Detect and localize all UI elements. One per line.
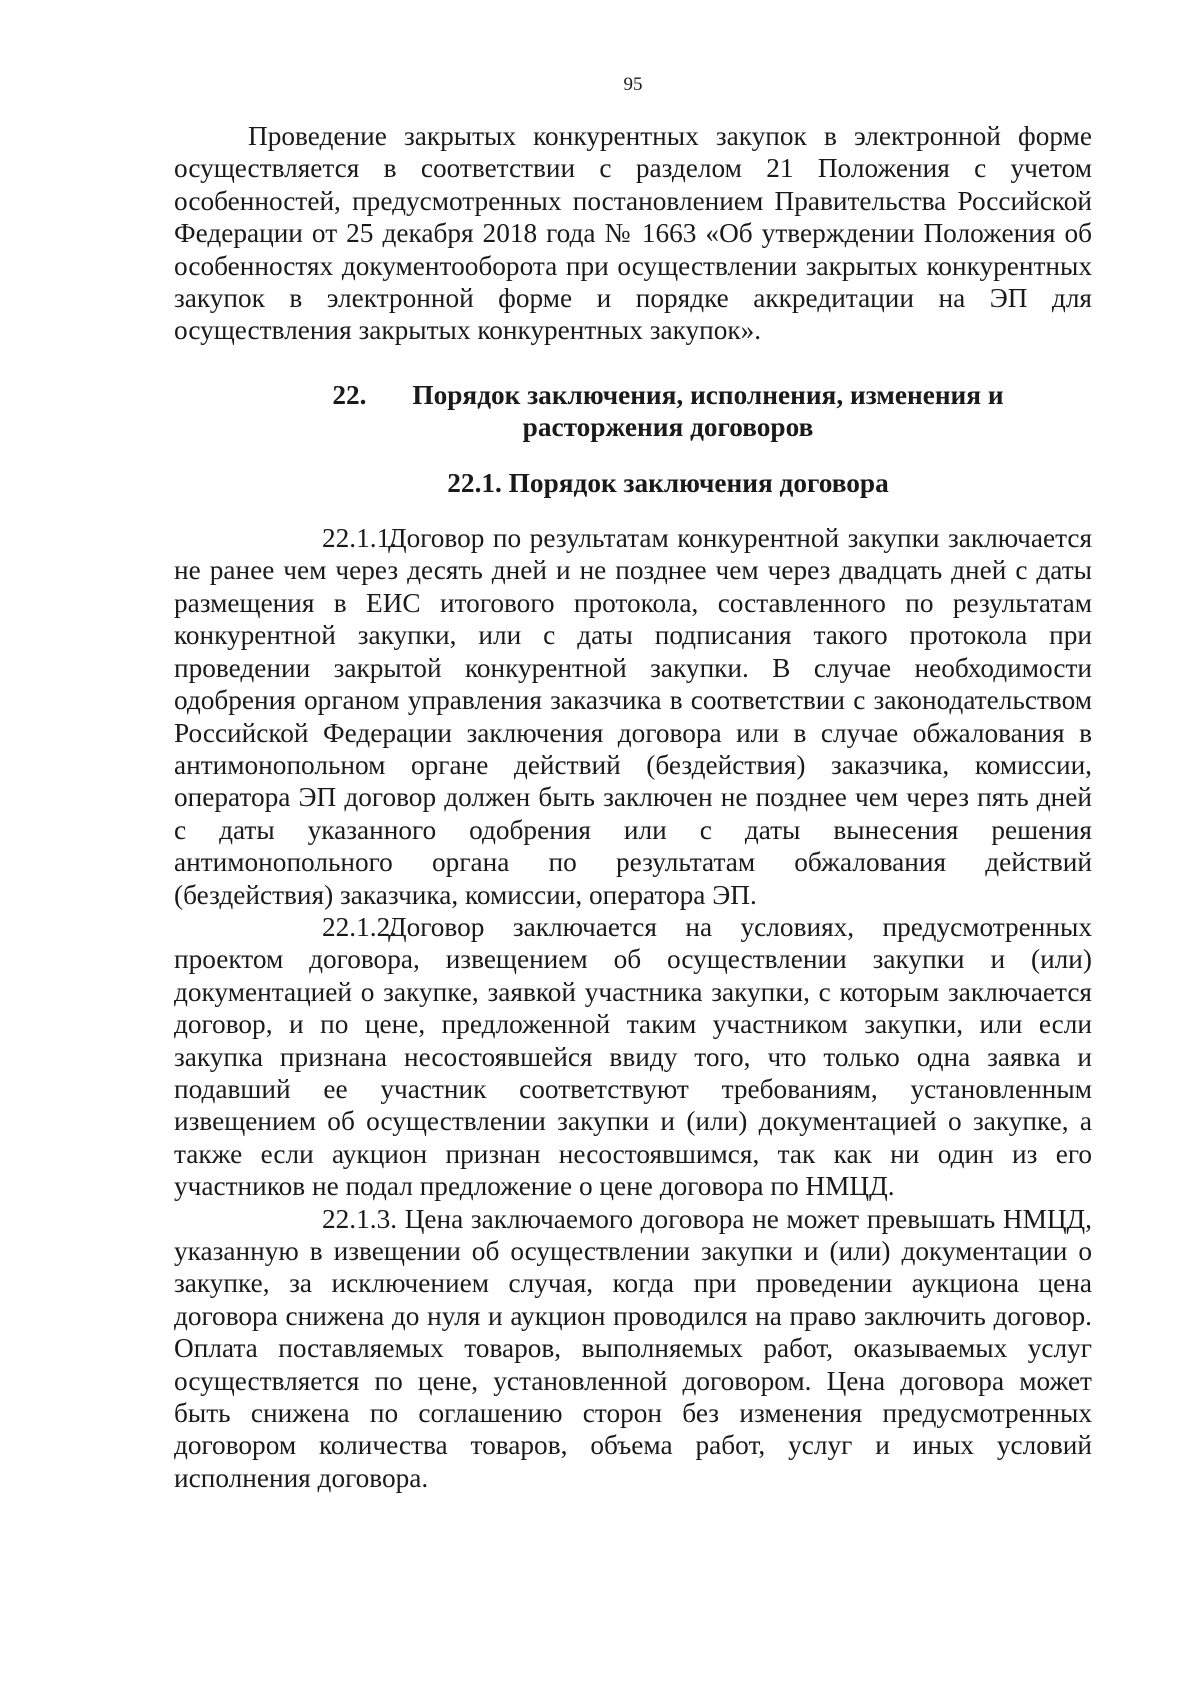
- document-body: [174, 120, 1092, 1494]
- clause-text: Договор по результатам конкурентной закупки заключается не ранее чем через десять дней и не позднее чем через двадцать дней с даты размещения в ЕИС итогового протокола, составленного по результатам конкурентной закупки, или с даты подписания такого протокола при проведении закрытой конкурентной закупки. В случае необходимости одобрения органом управления заказчика в соответствии с законодательством Российской Федерации заключения договора или в случае обжалования в антимонопольном органе действий (бездействия) заказчика, комиссии, оператора ЭП договор должен быть заключен не позднее чем через пять дней с даты указанного одобрения или с даты вынесения решения антимонопольного органа по результатам обжалования действий (бездействия) заказчика, комиссии, оператора ЭП.: [174, 523, 1092, 910]
- page-number: 95: [623, 74, 643, 95]
- section-number: 22.: [332, 379, 367, 410]
- clause-22-1-2: [174, 911, 1092, 1203]
- clause-text: Цена заключаемого договора не может превышать НМЦД, указанную в извещении об осуществлении закупки и (или) документации о закупке, за исключением случая, когда при проведении аукциона цена договора снижена до нуля и аукцион проводился на право заключить договор. Оплата поставляемых товаров, выполняемых работ, оказываемых услуг осуществляется по цене, установленной договором. Цена договора может быть снижена по соглашению сторон без изменения предусмотренных договором количества товаров, объема работ, услуг и иных условий исполнения договора.: [174, 1203, 1092, 1493]
- clause-number: 22.1.1.: [322, 523, 398, 554]
- clause-number: 22.1.3.: [322, 1203, 398, 1234]
- section-title-line1: Порядок заключения, исполнения, изменения и: [412, 379, 1004, 410]
- clause-22-1-1: [174, 522, 1092, 911]
- clause-text: Договор заключается на условиях, предусмотренных проектом договора, извещением об осуществлении закупки и (или) документацией о закупке, заявкой участника закупки, с которым заключается договор, и по цене, предложенной таким участником закупки, или если закупка признана несостоявшейся ввиду того, что только одна заявка и подавший ее участник соответствуют требованиям, установленным извещением об осуществлении закупки и (или) документацией о закупке, а также если аукцион признан несостоявшимся, так как ни один из его участников не подал предложение о цене договора по НМЦД.: [174, 911, 1092, 1202]
- section-heading: [174, 379, 1092, 444]
- clause-22-1-3: [174, 1203, 1092, 1495]
- intro-paragraph: Проведение закрытых конкурентных закупок в электронной форме осуществляется в соответствии с разделом 21 Положения с учетом особенностей, предусмотренных постановлением Правительства Российской Федерации от 25 декабря 2018 года № 1663 «Об утверждении Положения об особенностях документооборота при осуществлении закрытых конкурентных закупок в электронной форме и порядке аккредитации на ЭП для осуществления закрытых конкурентных закупок».: [174, 121, 1092, 346]
- subsection-heading: 22.1. Порядок заключения договора: [447, 467, 889, 498]
- clause-number: 22.1.2.: [322, 911, 398, 942]
- section-title-line2: расторжения договоров: [522, 412, 814, 443]
